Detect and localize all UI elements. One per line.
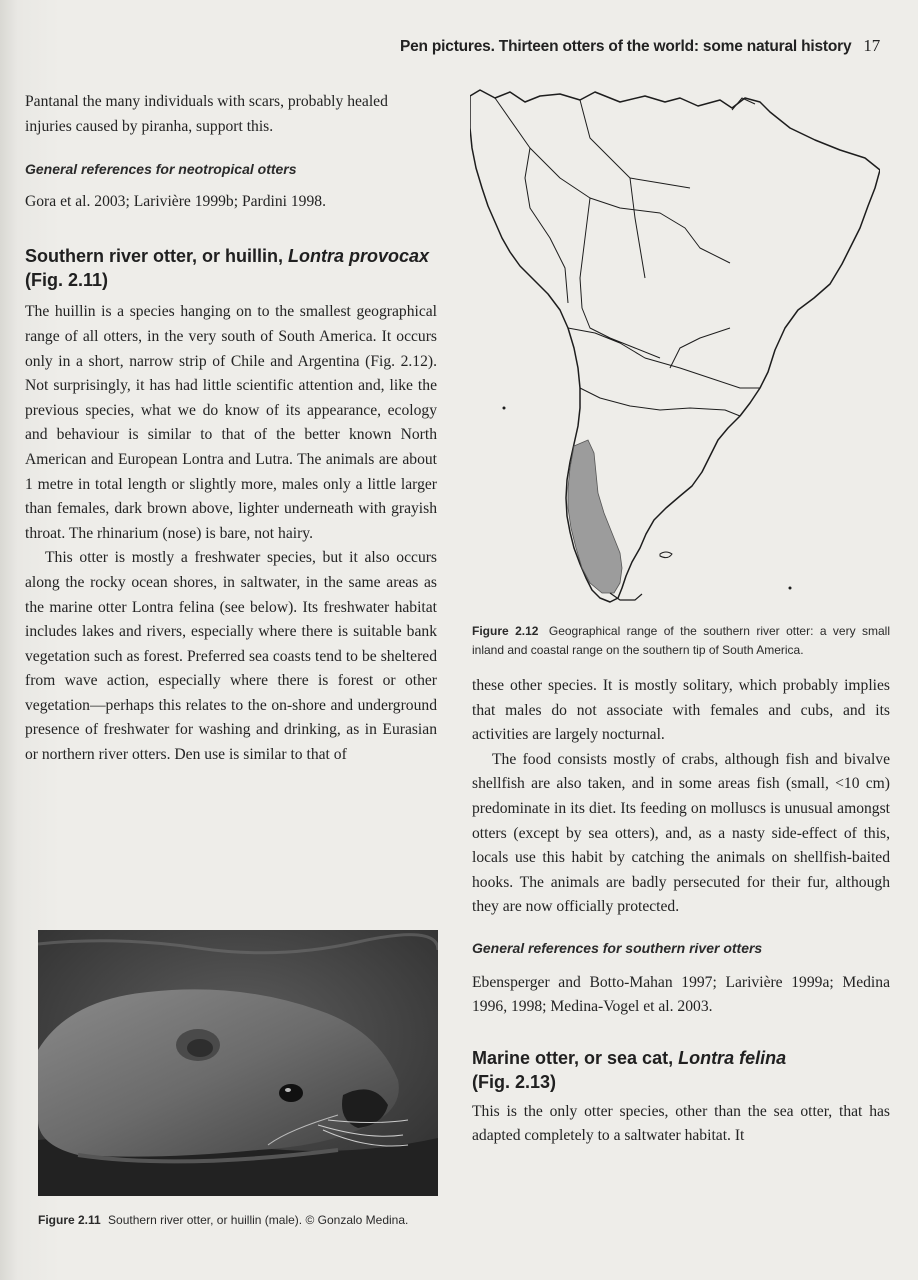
section-title-southern-river-otter: Southern river otter, or huillin, Lontra provocax (Fig. 2.11): [25, 246, 430, 291]
fig-2-11-caption: [38, 1211, 438, 1230]
body-paragraph-2: This otter is mostly a freshwater species, but it also occurs along the rocky ocean shores, in saltwater, in the same areas as the marine otter Lontra felina (see below). Its freshwater habitat includes lakes and rivers, especially where there is suitable bank vegetation such as forest. Preferred sea coasts tend to be sheltered from wave action, especially where there is forest or other vegetation—perhaps this relates to the on-shore and underground presence of freshwater for washing and drinking, as in Eurasian or northern river otters. Den use is similar to that of: [25, 549, 437, 764]
atlantic-island-dot: [789, 587, 792, 590]
right-column: [472, 622, 890, 1149]
body-paragraph-5: This is the only otter species, other than the sea otter, that has adapted completely to a saltwater habitat. It: [472, 1102, 890, 1145]
country-borders: [495, 98, 760, 416]
fig-2-12-label: Figure 2.12: [472, 624, 539, 638]
fig-2-11-caption-text: Southern river otter, or huillin (male). © Gonzalo Medina.: [108, 1213, 409, 1227]
page-number: 17: [863, 36, 880, 55]
south-america-outline: [470, 90, 880, 602]
pacific-island-dot: [503, 407, 506, 410]
running-title: Pen pictures. Thirteen otters of the world: some natural history: [399, 38, 852, 55]
body-paragraph-3: these other species. It is mostly solitary, which probably implies that males do not associate with females and cubs, and its activities are largely nocturnal.: [472, 677, 890, 744]
south-america-map: [470, 88, 880, 608]
southern-refs-heading: General references for southern river otters: [472, 939, 763, 956]
otter-range-shading: [568, 440, 622, 593]
intro-paragraph: Pantanal the many individuals with scars, probably healed injuries caused by piranha, support this.: [25, 93, 388, 135]
section-title-marine-otter: Marine otter, or sea cat, Lontra felina (Fig. 2.13): [472, 1047, 787, 1092]
fig-2-11-label: Figure 2.11: [38, 1213, 101, 1227]
otter-photo: [38, 930, 438, 1196]
body-paragraph-4: The food consists mostly of crabs, although fish and bivalve shellfish are also taken, and in some areas fish (small, <10 cm) predominate in its diet. Its feeding on molluscs is unusual amongst otters (except by sea otters), and, as a nasty side-effect of this, locals use this habit by catching the animals on shellfish-baited hooks. The animals are badly persecuted for their fur, although they are now officially protected.: [472, 750, 890, 916]
south-america-range-map: [470, 88, 880, 608]
body-paragraph-1: The huillin is a species hanging on to the smallest geographical range of all otters, in the very south of South America. It occurs only in a short, narrow strip of Chile and Argentina (Fig. 2.12). Not surprisingly, it has had little scientific attention and, like the previous species, what we do know of its appearance, ecology and behaviour is similar to that of the better known North American and European Lontra and Lutra. The animals are about 1 metre in total length or slightly more, males only a little larger than females, dark brown above, lighter underneath with grayish throat. The rhinarium (nose) is bare, not hairy.: [25, 303, 437, 542]
neotropical-refs-text: Gora et al. 2003; Larivière 1999b; Pardini 1998.: [25, 192, 326, 210]
neotropical-refs-heading: General references for neotropical otters: [25, 161, 297, 178]
fig-2-12-caption-text: Geographical range of the southern river otter: a very small inland and coastal range on the southern tip of South America.: [472, 624, 890, 657]
left-column: [25, 90, 437, 768]
fig-2-12-caption: [472, 622, 890, 660]
running-head: [330, 36, 880, 56]
southern-refs-text: Ebensperger and Botto-Mahan 1997; Larivière 1999a; Medina 1996, 1998; Medina-Vogel et al. 2003.: [472, 973, 890, 1016]
falkland-islands: [660, 552, 672, 558]
otter-photo-illustration: [38, 930, 438, 1196]
